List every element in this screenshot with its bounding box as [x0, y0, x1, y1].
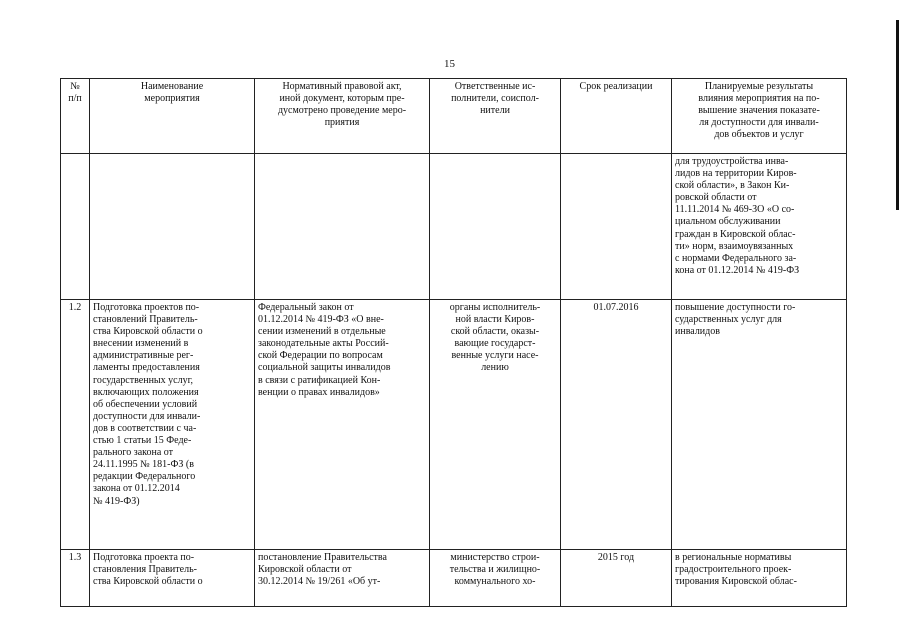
row-number: [61, 154, 90, 300]
row-number: 1.2: [61, 300, 90, 550]
header-term: Срок реализации: [561, 79, 672, 154]
header-executors: Ответственные ис- полнители, соиспол- нители: [430, 79, 561, 154]
header-number: № п/п: [61, 79, 90, 154]
table-row: [61, 300, 847, 550]
row-measure-name: [90, 154, 255, 300]
page-number: 15: [444, 58, 455, 70]
row-number: 1.3: [61, 550, 90, 607]
row-legal-act: Федеральный закон от 01.12.2014 № 419-ФЗ «О вне- сении изменений в отдельные законодательные акты Россий- ской Федерации по вопросам социальной защиты инвалидов в связи с ратификацией Кон- венции о правах инвалидов»: [255, 300, 430, 550]
table-row: [61, 154, 847, 300]
header-results: Планируемые результаты влияния мероприятия на по- вышение значения показате- ля доступности для инвали- дов объектов и услуг: [672, 79, 847, 154]
table-header-row: [61, 79, 847, 154]
row-executors: органы исполнитель- ной власти Киров- ской области, оказы- вающие государст- венные услуги насе- лению: [430, 300, 561, 550]
row-measure-name: Подготовка проекта по- становления Правитель- ства Кировской области о: [90, 550, 255, 607]
row-executors: [430, 154, 561, 300]
page-edge-bar: [896, 20, 899, 210]
row-results: повышение доступности го- сударственных услуг для инвалидов: [672, 300, 847, 550]
row-measure-name: Подготовка проектов по- становлений Правитель- ства Кировской области о внесении изменений в административные рег- ламенты предоставления государственных услуг, включающих положения об обеспечении условий доступности для инвали- дов в соответствии с ча- стью 1 статьи 15 Феде- рального закона от 24.11.1995 № 181-ФЗ (в редакции Федерального закона от 01.12.2014 № 419-ФЗ): [90, 300, 255, 550]
row-legal-act: постановление Правительства Кировской области от 30.12.2014 № 19/261 «Об ут-: [255, 550, 430, 607]
table-row: [61, 550, 847, 607]
header-measure-name: Наименование мероприятия: [90, 79, 255, 154]
row-term: 01.07.2016: [561, 300, 672, 550]
row-results: в региональные нормативы градостроительного проек- тирования Кировской облас-: [672, 550, 847, 607]
row-term: [561, 154, 672, 300]
header-legal-act: Нормативный правовой акт, иной документ, которым пре- дусмотрено проведение меро- приятия: [255, 79, 430, 154]
measures-table: [60, 78, 847, 607]
row-results: для трудоустройства инва- лидов на территории Киров- ской области», в Закон Ки- ровской области от 11.11.2014 № 469-ЗО «О со- циальном обслуживании граждан в Кировской облас- ти» норм, взаимоувязанных с нормами Федерального за- кона от 01.12.2014 № 419-ФЗ: [672, 154, 847, 300]
row-legal-act: [255, 154, 430, 300]
row-term: 2015 год: [561, 550, 672, 607]
row-executors: министерство строи- тельства и жилищно- коммунального хо-: [430, 550, 561, 607]
